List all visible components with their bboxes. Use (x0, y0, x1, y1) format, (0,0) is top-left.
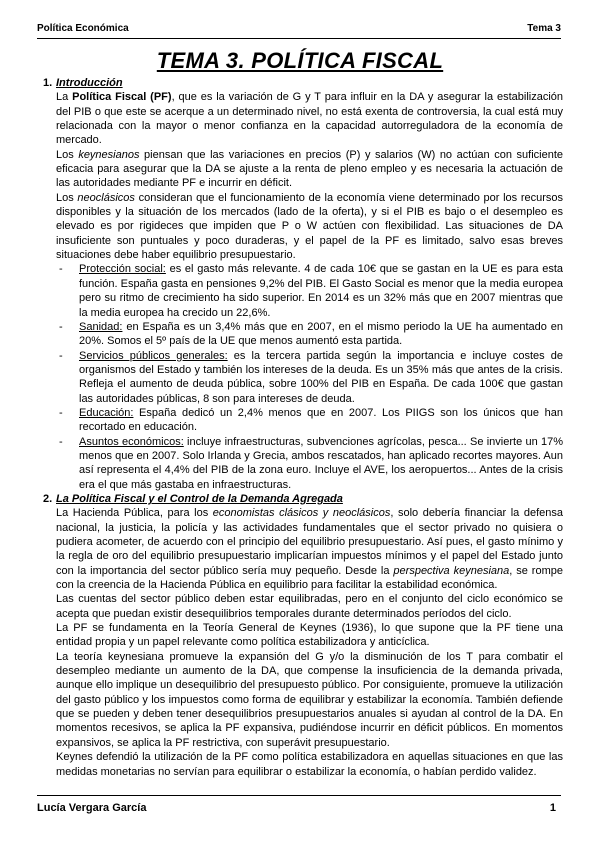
header-topic: Tema 3 (527, 23, 561, 34)
footer-divider (37, 795, 561, 796)
document-body (37, 76, 563, 779)
section-number: 1. (43, 77, 53, 89)
list-item: - Sanidad: en España es un 3,4% más que en 2007, en el mismo periodo la UE ha aumentado en 20%. Somos el 5º país de la UE que menos aumentó esta partida. (59, 320, 563, 348)
page-number: 1 (549, 802, 556, 814)
list-item: - Servicios públicos generales: es la tercera partida según la importancia e incluye costes de organismos del Estado y también los intereses de la deuda. Es un 35% más que antes de la crisis. Refleja el aumento de deuda pública, sobre 100% del PIB en España. De cada 100€ que gastan las autoridades públicas, 8 son para intereses de deuda. (59, 349, 563, 405)
section-heading-1 (37, 76, 563, 90)
paragraph: La Política Fiscal (PF), que es la variación de G y T para influir en la DA y asegurar la estabilización del PIB o que este se acerque a un determinado nivel, no está exenta de controversia, la cual está muy relacionada con la mayor o menor confianza en la capacidad autorreguladora de la economía de mercado. (56, 91, 564, 147)
page-title: TEMA 3. POLÍTICA FISCAL (156, 48, 444, 73)
paragraph: Los neoclásicos consideran que el funcionamiento de la economía viene determinado por los recursos disponibles y la situación de los mercados (lado de la oferta), y si el PIB es bajo o el desempleo es elevado es por rigideces que impiden que P o W actúen con flexibilidad. Las situaciones de DA insuficiente son puntuales y poco duraderas, y el papel de la PF es limitado, salvo esas breves situaciones debe haber equilibrio presupuestario. (56, 191, 564, 262)
header-divider (37, 38, 561, 39)
paragraph: La PF se fundamenta en la Teoría General de Keynes (1936), lo que supone que la PF tiene una entidad propia y un papel relevante como política estabilizadora y anticíclica. (56, 622, 563, 649)
paragraph: Las cuentas del sector público deben estar equilibradas, pero en el conjunto del ciclo económico se acepta que puedan existir desequilibrios temporales durante determinados períodos del ciclo. (56, 593, 563, 620)
paragraph: La teoría keynesiana promueve la expansión del G y/o la disminución de los T para combatir el desempleo mediante un aumento de la DA, que compense la insuficiencia de la demanda privada, aunque ello implique un desequilibrio del presupuesto público. Por consiguiente, promueve la utilización del gasto público y los impuestos como forma de equilibrar y estabilizar la economía. También defiende que se pueden y deben tener desequilibrios presupuestarios anuales si ayudan al control de la DA. En momentos recesivos, se aplica la PF expansiva, pudiéndose incurrir en déficit públicos. En momentos expansivos, se aplica la PF restrictiva, con superávit presupuestario. (56, 650, 563, 749)
section-heading-2 (37, 492, 563, 506)
paragraph: Keynes defendió la utilización de la PF como política estabilizadora en aquellas situaciones en que las medidas monetarias no servían para equilibrar o estabilizar la economía, o habían perdido validez. (56, 751, 563, 778)
header-subject: Política Económica (37, 23, 129, 34)
list-item: - Asuntos económicos: incluye infraestructuras, subvenciones agrícolas, pesca... Se invierte un 17% menos que en 2007. Solo Irlanda y Grecia, ambos rescatados, han aplicado recortes mayores. Aun así representa el 4,4% del PIB de la zona euro. Incluye el AVE, los aeropuertos... Antes de la crisis era el que más gastaba en infraestructuras. (59, 435, 563, 491)
footer-author: Lucía Vergara García (37, 802, 147, 814)
section-title: Introducción (56, 77, 123, 89)
paragraph: Los keynesianos piensan que las variaciones en precios (P) y salarios (W) no actúan con suficiente eficacia para asegurar que la DA se ajuste a la renta de pleno empleo y es necesaria la actuación de las autoridades mediante PF e incurrir en déficit. (56, 148, 563, 190)
spending-list (37, 262, 563, 492)
list-item: - Educación: España dedicó un 2,4% menos que en 2007. Los PIIGS son los únicos que han recortado en educación. (59, 406, 563, 434)
paragraph: La Hacienda Pública, para los economistas clásicos y neoclásicos, solo debería financiar la defensa nacional, la justicia, la policía y las actividades fundamentales que el sector privado no quisiera o pudiera acometer, de acuerdo con el principio del equilibrio presupuestario. Así pues, el gasto mínimo y la regla de oro del equilibrio presupuestario implicarían impuestos mínimos y el papel del Estado junto con la importancia del sector público sería muy pequeño. Desde la perspectiva keynesiana, se rompe con la creencia de la Hacienda Pública en equilibrio para facilitar la estabilidad económica. (56, 507, 563, 592)
list-item: - Protección social: es el gasto más relevante. 4 de cada 10€ que se gastan en la UE es para esta función. España gasta en pensiones 9,2% del PIB. El Gasto Social es menor que la media europea pero su ritmo de crecimiento ha sido superior. En 2014 es un 32% más que en 2007 mientras que la media europea ha crecido un 22,6%. (59, 263, 563, 319)
section-title: La Política Fiscal y el Control de la Demanda Agregada (56, 492, 343, 505)
section-number: 2. (43, 492, 53, 505)
page-header (37, 23, 561, 39)
